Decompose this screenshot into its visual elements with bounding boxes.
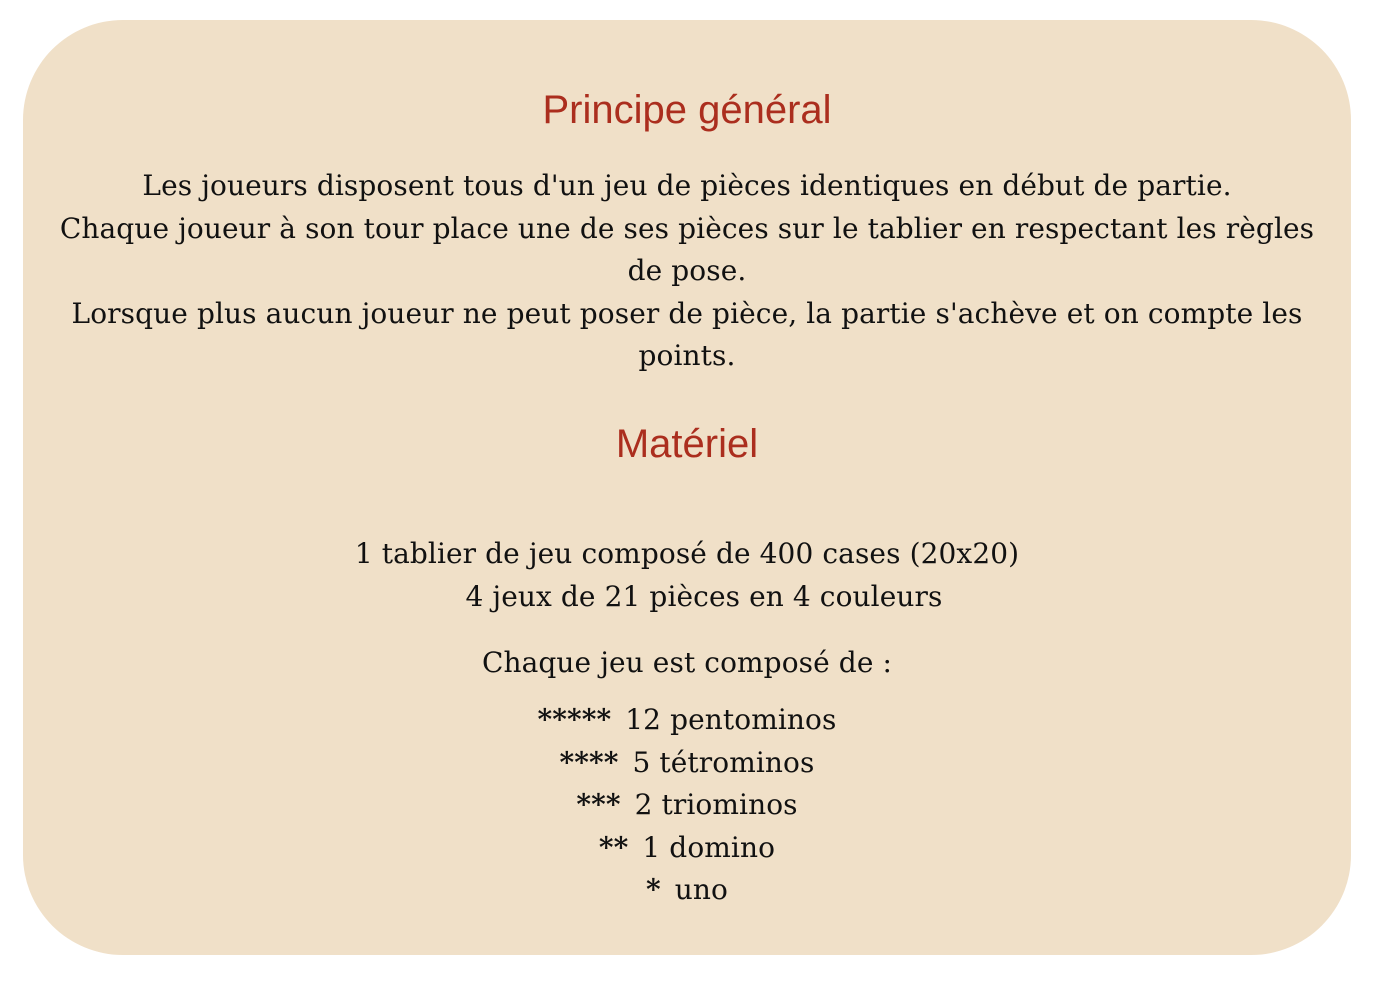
stars-marker: **** bbox=[559, 745, 619, 779]
stars-marker: * bbox=[646, 873, 661, 906]
stars-marker: ***** bbox=[537, 703, 612, 736]
composition-label: 1 domino bbox=[642, 830, 776, 864]
composition-label: uno bbox=[674, 873, 728, 906]
principe-line: Chaque joueur à son tour place une de ses pièces sur le tablier en respectant les règles bbox=[59, 211, 1315, 245]
stars-marker: ** bbox=[598, 830, 629, 864]
principe-line: Les joueurs disposent tous d'un jeu de pièces identiques en début de partie. bbox=[142, 169, 1232, 202]
section-title-materiel: Matériel bbox=[615, 422, 759, 466]
materiel-list bbox=[23, 533, 1351, 618]
section-title-principe: Principe général bbox=[542, 88, 832, 132]
principe-paragraph bbox=[23, 165, 1351, 378]
materiel-item: 1 tablier de jeu composé de 400 cases (20x20) bbox=[354, 537, 1020, 570]
rules-card bbox=[23, 20, 1351, 955]
composition-label: 12 pentominos bbox=[625, 703, 837, 736]
composition-list bbox=[23, 699, 1351, 912]
materiel-item: 4 jeux de 21 pièces en 4 couleurs bbox=[465, 579, 943, 613]
principe-line: points. bbox=[638, 339, 736, 372]
principe-line: de pose. bbox=[627, 254, 747, 287]
composition-label: 2 triominos bbox=[634, 788, 798, 821]
composition-item bbox=[23, 699, 1351, 742]
composition-item bbox=[23, 869, 1351, 912]
stars-marker: *** bbox=[576, 788, 621, 821]
composition-item bbox=[23, 784, 1351, 827]
composition-intro: Chaque jeu est composé de : bbox=[481, 646, 893, 679]
principe-line: Lorsque plus aucun joueur ne peut poser de pièce, la partie s'achève et on compte les bbox=[71, 296, 1303, 330]
composition-item bbox=[23, 827, 1351, 870]
composition-label: 5 tétrominos bbox=[632, 745, 815, 779]
composition-item bbox=[23, 742, 1351, 785]
